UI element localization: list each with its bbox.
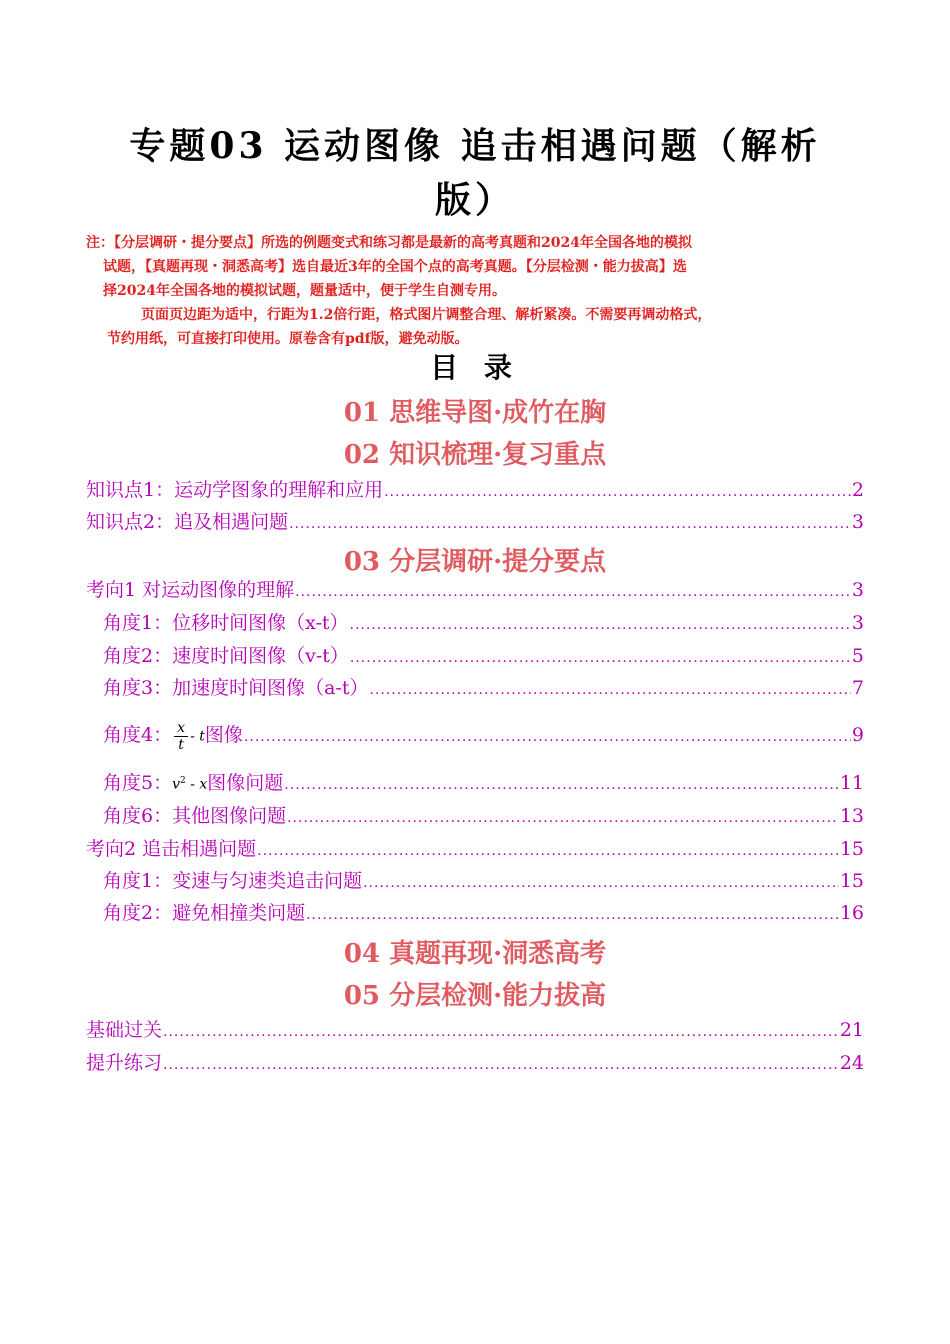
toc-entry-label-suffix: 图像问题 xyxy=(207,771,284,794)
document-title-line-2: 版） xyxy=(434,179,515,221)
note-line-2: 试题，【真题再现・洞悉高考】选自最近3年的全国个点的高考真题。【分层检测・能力拔高】选 xyxy=(103,259,687,275)
toc-entry-angle-1-1[interactable] xyxy=(103,610,864,638)
toc-entry-label-prefix: 角度4： xyxy=(103,723,173,746)
toc-entry-label: 角度1：变速与匀速类追击问题 xyxy=(103,870,363,892)
toc-section-05[interactable]: 05 分层检测·能力拔高 xyxy=(343,981,607,1011)
toc-page-number: 7 xyxy=(851,677,864,699)
fraction-numerator: x xyxy=(177,720,186,736)
toc-page-number: 2 xyxy=(851,479,864,501)
note-line-4: 页面页边距为适中，行距为1.2倍行距，格式图片调整合理、解析紧凑。不需要再调动格式， xyxy=(141,307,712,323)
toc-leader-dots xyxy=(163,1052,839,1078)
toc-entry-angle-2-2[interactable] xyxy=(103,900,864,928)
toc-entry-label: 角度2：避免相撞类问题 xyxy=(103,902,306,924)
note-line-5: 节约用纸，可直接打印使用。原卷含有pdf版，避免动版。 xyxy=(107,331,469,347)
toc-leader-dots xyxy=(287,805,839,831)
toc-leader-dots xyxy=(284,772,839,798)
toc-page-number: 3 xyxy=(851,511,864,533)
toc-section-02[interactable]: 02 知识梳理·复习重点 xyxy=(343,440,607,470)
toc-leader-dots xyxy=(289,511,851,537)
toc-section-04[interactable]: 04 真题再现·洞悉高考 xyxy=(343,939,607,969)
toc-entry-angle-1-2[interactable] xyxy=(103,643,864,671)
toc-entry-knowledge-2[interactable] xyxy=(86,509,864,537)
toc-page-number: 5 xyxy=(851,645,864,667)
fraction-denominator: t xyxy=(178,737,184,753)
toc-entry-label: 角度6：其他图像问题 xyxy=(103,805,287,827)
toc-leader-dots xyxy=(350,645,851,671)
toc-heading: 目 录 xyxy=(430,351,520,384)
toc-entry-label-prefix: 角度5： xyxy=(103,771,173,794)
toc-page-number: 15 xyxy=(839,870,864,892)
toc-leader-dots xyxy=(369,677,850,703)
toc-entry-label-suffix: 图像 xyxy=(204,723,243,746)
toc-leader-dots xyxy=(257,838,839,864)
toc-entry-angle-1-4[interactable] xyxy=(103,720,864,753)
document-title-line-1: 专题03 运动图像 追击相遇问题（解析 xyxy=(129,125,821,167)
fraction xyxy=(174,720,188,753)
formula-base: v xyxy=(172,776,181,793)
toc-section-01[interactable]: 01 思维导图·成竹在胸 xyxy=(343,398,607,428)
toc-leader-dots xyxy=(306,902,839,928)
toc-entry-label: 角度3：加速度时间图像（a-t） xyxy=(103,677,369,699)
toc-entry-label: 考向2 追击相遇问题 xyxy=(86,838,257,860)
toc-entry-direction-2[interactable] xyxy=(86,836,864,864)
toc-leader-dots xyxy=(295,579,851,605)
toc-entry-basic[interactable] xyxy=(86,1017,864,1045)
toc-entry-angle-1-5[interactable] xyxy=(103,768,864,798)
toc-page-number: 16 xyxy=(839,902,864,924)
toc-entry-angle-2-1[interactable] xyxy=(103,868,864,896)
toc-entry-label: 提升练习 xyxy=(86,1052,163,1074)
toc-entry-label: 基础过关 xyxy=(86,1019,163,1041)
toc-page-number: 15 xyxy=(839,838,864,860)
note-line-1: 注：【分层调研・提分要点】所选的例题变式和练习都是最新的高考真题和2024年全国各地的模拟 xyxy=(86,235,692,251)
toc-leader-dots xyxy=(163,1019,839,1045)
toc-page-number: 11 xyxy=(839,771,864,794)
toc-page-number: 21 xyxy=(839,1019,864,1041)
formula-tail: - x xyxy=(190,776,208,793)
toc-entry-label: 考向1 对运动图像的理解 xyxy=(86,579,295,601)
toc-entry-advanced[interactable] xyxy=(86,1050,864,1078)
toc-leader-dots xyxy=(350,612,851,638)
toc-page-number: 9 xyxy=(851,723,864,746)
toc-section-03[interactable]: 03 分层调研·提分要点 xyxy=(343,547,607,577)
toc-page-number: 13 xyxy=(839,805,864,827)
toc-entry-angle-1-6[interactable] xyxy=(103,803,864,831)
toc-entry-label: 知识点1：运动学图象的理解和应用 xyxy=(86,479,384,501)
toc-page-number: 3 xyxy=(851,612,864,634)
toc-entry-label: 知识点2：追及相遇问题 xyxy=(86,511,289,533)
formula-x-over-t-minus-t xyxy=(172,720,205,753)
formula-tail: - t xyxy=(190,728,205,745)
toc-leader-dots xyxy=(363,870,839,896)
toc-entry-label: 角度2：速度时间图像（v-t） xyxy=(103,645,349,667)
toc-leader-dots xyxy=(384,479,851,505)
toc-entry-direction-1[interactable] xyxy=(86,577,864,605)
toc-page-number: 24 xyxy=(839,1052,864,1074)
toc-entry-angle-1-3[interactable] xyxy=(103,675,864,703)
formula-v-squared-minus-x xyxy=(172,768,207,798)
note-line-3: 择2024年全国各地的模拟试题，题量适中，便于学生自测专用。 xyxy=(103,283,506,299)
formula-exponent: 2 xyxy=(180,776,186,786)
toc-leader-dots xyxy=(244,724,851,750)
toc-entry-knowledge-1[interactable] xyxy=(86,477,864,505)
toc-page-number: 3 xyxy=(851,579,864,601)
toc-entry-label: 角度1：位移时间图像（x-t） xyxy=(103,612,349,634)
